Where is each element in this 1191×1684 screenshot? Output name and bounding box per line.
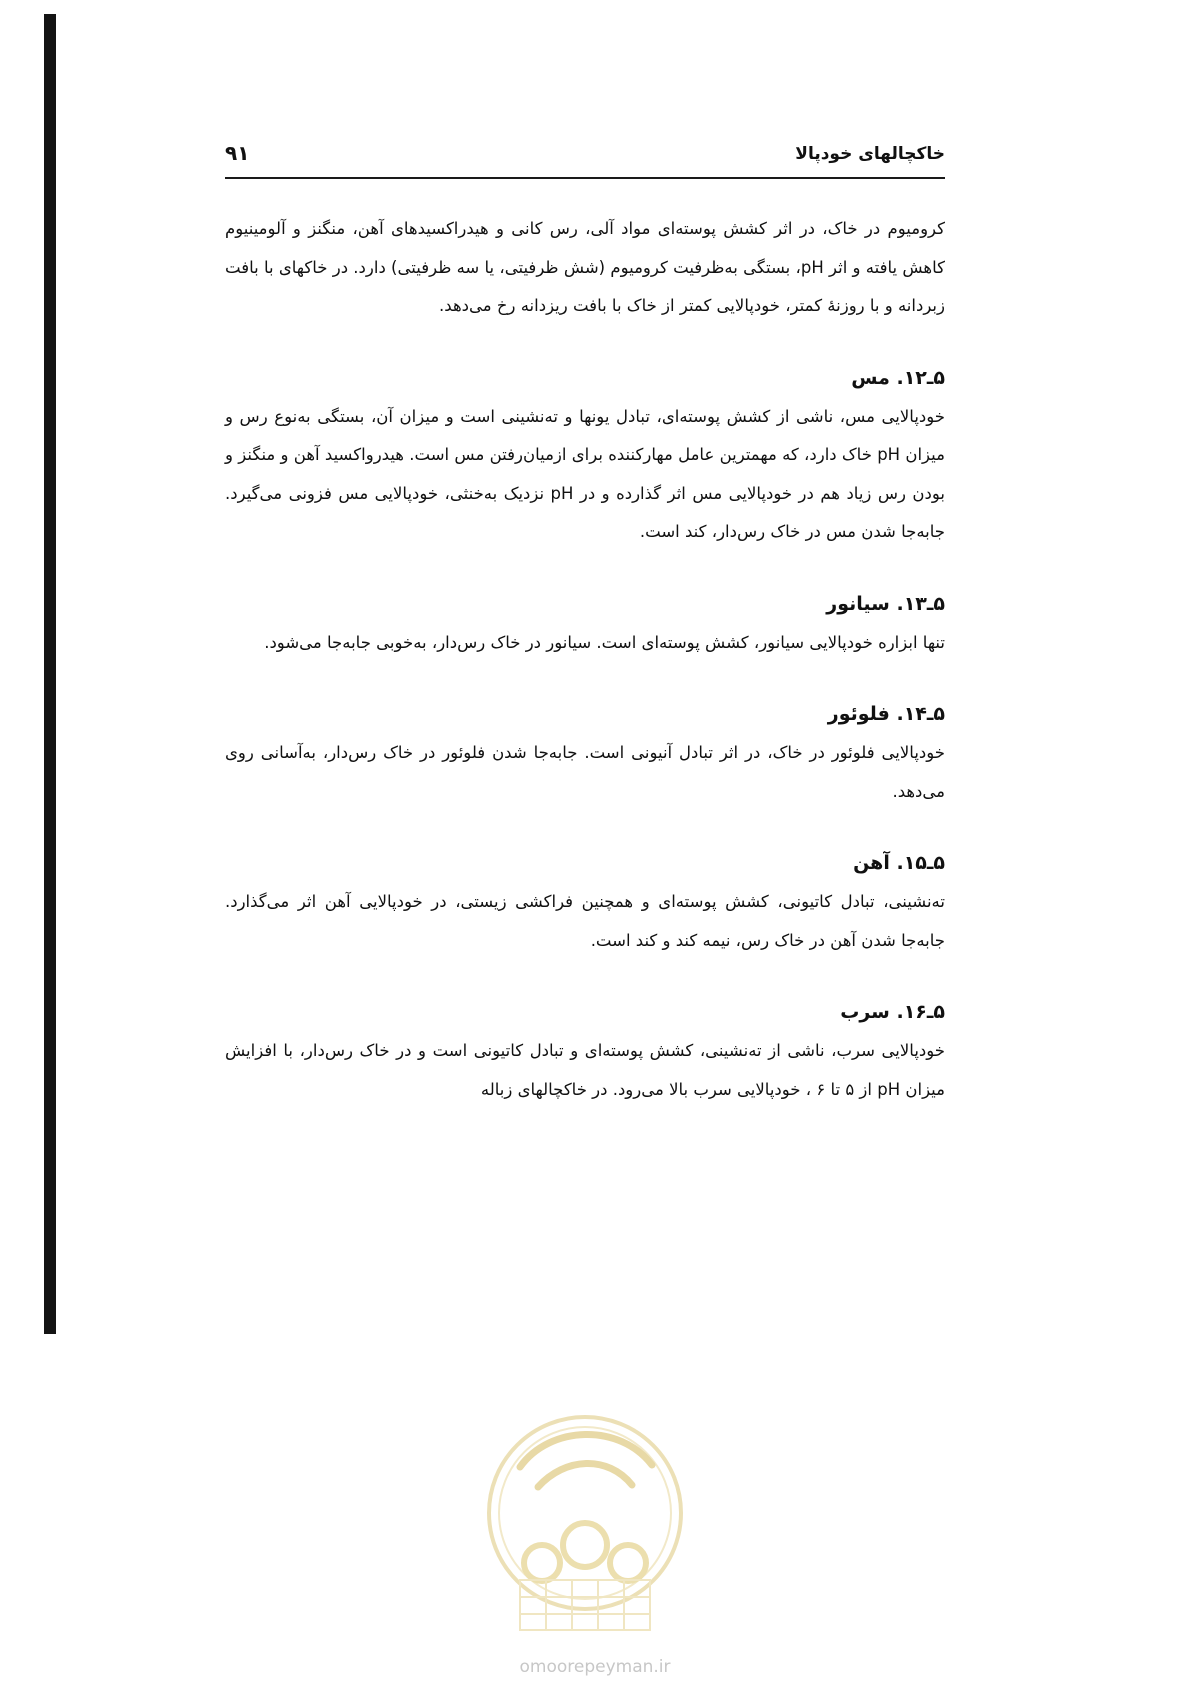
intro-paragraph: کرومیوم در خاک، در اثر کشش پوسته‌ای مواد آلی، رس کانی و هیدراکسیدهای آهن، منگنز و آلومینیوم کاهش یافته و اثر pH، بستگی به‌ظرفیت کرومیوم (شش ظرفیتی، یا سه ظرفیتی) دارد. در خاکهای با بافت زبردانه و با روزنهٔ کمتر، خودپالایی کمتر از خاک با بافت ریزدانه رخ می‌دهد. xyxy=(225,219,945,315)
section-title: ۵ـ۱۵. آهن xyxy=(853,852,945,874)
page-body xyxy=(225,210,945,1109)
watermark-logo xyxy=(480,1395,690,1665)
header-rule xyxy=(225,177,945,179)
section-title: ۵ـ۱۲. مس xyxy=(851,366,945,389)
grid-icon xyxy=(520,1580,650,1630)
running-title: خاکچالهای خودپالا xyxy=(795,144,945,164)
section-iron xyxy=(225,843,945,960)
section-lead xyxy=(225,992,945,1109)
section-title: ۵ـ۱۳. سیانور xyxy=(826,592,945,615)
scan-edge-bar xyxy=(44,14,56,1334)
section-paragraph: تنها ابزاره خودپالایی سیانور، کشش پوسته‌ای است. سیانور در خاک رس‌دار، به‌خوبی جابه‌جا می‌شود. xyxy=(264,632,945,652)
section-paragraph: خودپالایی مس، ناشی از کشش پوسته‌ای، تبادل یونها و ته‌نشینی است و میزان آن، بستگی به‌نوع رس و میزان pH خاک دارد، که مهمترین عامل مهارکننده برای ازمیان‌رفتن مس است. هیدرواکسید آهن و منگنز و بودن رس زیاد هم در خودپالایی مس اثر گذارده و در pH نزدیک به‌خنثی، خودپالایی مس فزونی می‌گیرد. جابه‌جا شدن مس در خاک رس‌دار، کند است. xyxy=(225,406,945,541)
section-paragraph: خودپالایی سرب، ناشی از ته‌نشینی، کشش پوسته‌ای و تبادل کاتیونی است و در خاک رس‌دار، با افزایش میزان pH از ۵ تا ۶ ، خودپالایی سرب بالا می‌رود. در خاکچالهای زباله xyxy=(225,1041,945,1099)
section-title: ۵ـ۱۴. فلوئور xyxy=(827,703,945,725)
section-paragraph: ته‌نشینی، تبادل کاتیونی، کشش پوسته‌ای و همچنین فراکشی زیستی، در خودپالایی آهن اثر می‌گذارد. جابه‌جا شدن آهن در خاک رس، نیمه کند و کند است. xyxy=(225,892,945,950)
watermark-url: omoorepeyman.ir xyxy=(519,1657,671,1677)
section-title: ۵ـ۱۶. سرب xyxy=(840,1001,945,1023)
page-header xyxy=(225,138,945,174)
section-cyanide xyxy=(225,584,945,663)
section-fluoride xyxy=(225,694,945,811)
section-copper xyxy=(225,358,945,552)
gear-icon xyxy=(524,1523,646,1581)
page-number: ۹۱ xyxy=(225,141,250,165)
section-paragraph: خودپالایی فلوئور در خاک، در اثر تبادل آنیونی است. جابه‌جا شدن فلوئور در خاک رس‌دار، به‌آسانی روی می‌دهد. xyxy=(225,743,945,801)
watermark-script xyxy=(520,1434,652,1487)
